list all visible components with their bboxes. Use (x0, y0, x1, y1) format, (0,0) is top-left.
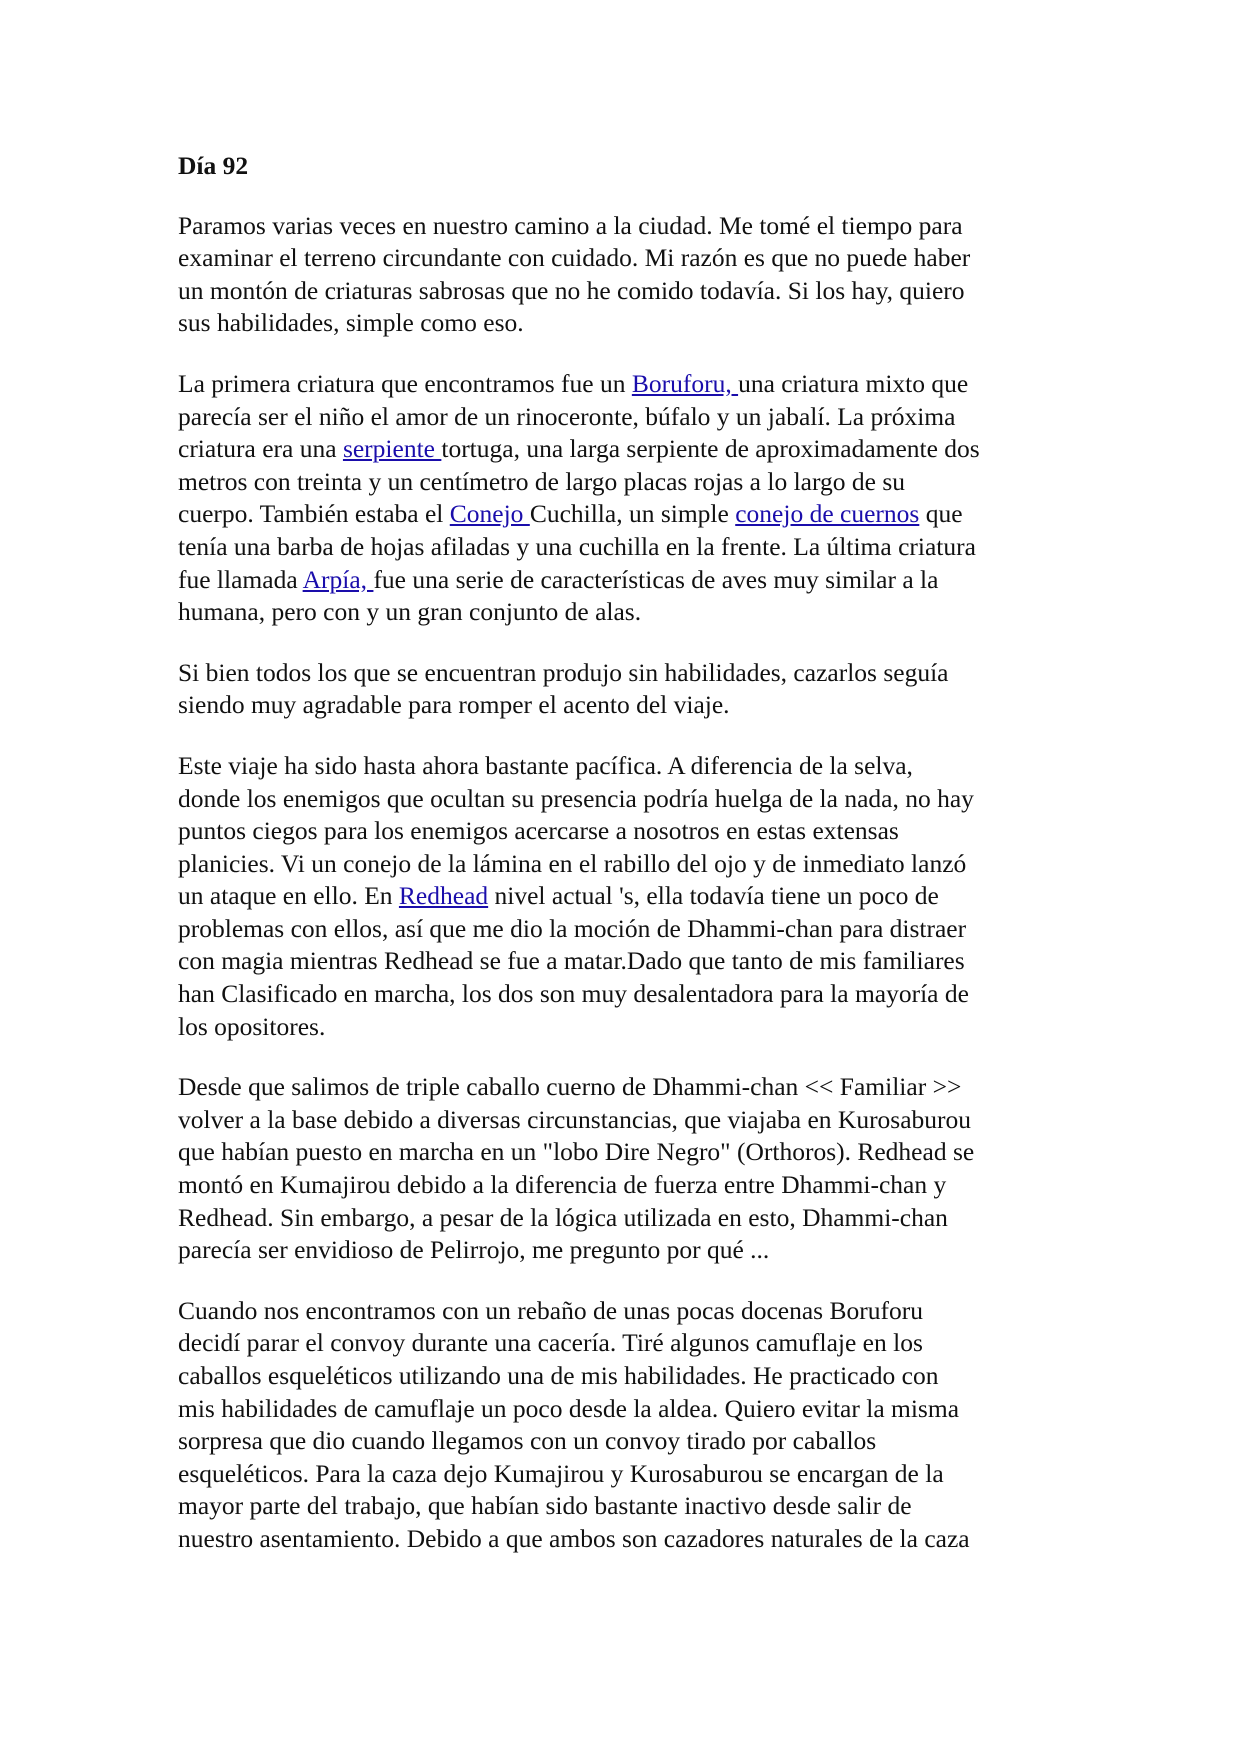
text-run: un montón de criaturas sabrosas que no he comido todavía. Si los hay, quiero (178, 275, 965, 305)
text-run: tortuga, una larga serpiente de aproximadamente dos (441, 434, 980, 464)
text-line (178, 689, 1078, 722)
text-line (178, 564, 1078, 597)
text-run: fue una serie de características de aves muy similar a la (373, 564, 939, 594)
text-run: La primera criatura que encontramos fue un (178, 368, 632, 398)
text-run: donde los enemigos que ocultan su presencia podría huelga de la nada, no hay (178, 783, 974, 813)
text-run: Desde que salimos de triple caballo cuerno de Dhammi-chan << Familiar >> (178, 1072, 962, 1102)
text-run: mayor parte del trabajo, que habían sido bastante inactivo desde salir de (178, 1491, 912, 1521)
hyperlink[interactable]: Conejo (449, 499, 530, 529)
paragraph (178, 657, 1078, 722)
text-run: han Clasificado en marcha, los dos son muy desalentadora para la mayoría de (178, 979, 969, 1009)
text-run: fue llamada (178, 564, 303, 594)
text-line (178, 1071, 1078, 1104)
text-line (178, 880, 1078, 913)
paragraph (178, 750, 1078, 1043)
text-run: problemas con ellos, así que me dio la moción de Dhammi-chan para distraer (178, 913, 967, 943)
text-line (178, 1327, 1078, 1360)
text-run: Cuando nos encontramos con un rebaño de unas pocas docenas Boruforu (178, 1295, 923, 1325)
text-run: Redhead. Sin embargo, a pesar de la lógica utilizada en esto, Dhammi-chan (178, 1202, 948, 1232)
text-line (178, 783, 1078, 816)
text-line (178, 433, 1078, 466)
text-line (178, 531, 1078, 564)
text-line (178, 1234, 1078, 1267)
text-line (178, 848, 1078, 881)
page-title: Día 92 (178, 151, 249, 180)
text-run: una criatura mixto que (738, 368, 969, 398)
text-run: humana, pero con y un gran conjunto de alas. (178, 597, 642, 627)
text-run: con magia mientras Redhead se fue a matar.Dado que tanto de mis familiares (178, 946, 965, 976)
text-run: parecía ser el niño el amor de un rinoceronte, búfalo y un jabalí. La próxima (178, 401, 956, 431)
text-line (178, 913, 1078, 946)
text-run: decidí parar el convoy durante una cacería. Tiré algunos camuflaje en los (178, 1328, 923, 1358)
hyperlink[interactable]: serpiente (342, 434, 442, 464)
text-run: que (919, 499, 963, 529)
text-line (178, 657, 1078, 690)
text-run: Paramos varias veces en nuestro camino a la ciudad. Me tomé el tiempo para (178, 210, 963, 240)
text-run: examinar el terreno circundante con cuidado. Mi razón es que no puede haber (178, 243, 971, 273)
text-line (178, 1011, 1078, 1044)
text-run: Cuchilla, un simple (529, 499, 736, 529)
text-line (178, 401, 1078, 434)
paragraph (178, 1071, 1078, 1267)
text-line (178, 210, 1078, 243)
text-line (178, 1169, 1078, 1202)
text-line (178, 1490, 1078, 1523)
text-line (178, 1393, 1078, 1426)
text-run: montó en Kumajirou debido a la diferencia de fuerza entre Dhammi-chan y (178, 1170, 947, 1200)
text-line (178, 368, 1078, 401)
text-run: esqueléticos. Para la caza dejo Kumajirou y Kurosaburou se encargan de la (178, 1458, 944, 1488)
paragraph (178, 368, 1078, 629)
text-line (178, 1202, 1078, 1235)
text-line (178, 1295, 1078, 1328)
text-run: sus habilidades, simple como eso. (178, 308, 524, 338)
text-run: nuestro asentamiento. Debido a que ambos son cazadores naturales de la caza (178, 1523, 970, 1553)
text-run: un ataque en ello. En (178, 881, 399, 911)
hyperlink[interactable]: Boruforu, (631, 368, 739, 398)
text-run: metros con treinta y un centímetro de largo placas rojas a lo largo de su (178, 466, 905, 496)
text-line (178, 1523, 1078, 1556)
text-line (178, 1136, 1078, 1169)
text-line (178, 815, 1078, 848)
text-run: mis habilidades de camuflaje un poco desde la aldea. Quiero evitar la misma (178, 1393, 960, 1423)
text-line (178, 978, 1078, 1011)
text-run: volver a la base debido a diversas circunstancias, que viajaba en Kurosaburou (178, 1104, 972, 1134)
hyperlink[interactable]: Arpía, (302, 564, 374, 594)
text-line (178, 750, 1078, 783)
text-line (178, 242, 1078, 275)
text-line (178, 466, 1078, 499)
paragraph (178, 1295, 1078, 1556)
text-run: tenía una barba de hojas afiladas y una cuchilla en la frente. La última criatura (178, 531, 976, 561)
text-line (178, 1458, 1078, 1491)
text-run: nivel actual 's, ella todavía tiene un poco de (488, 881, 939, 911)
hyperlink[interactable]: conejo de cuernos (735, 499, 920, 529)
text-line (178, 307, 1078, 340)
text-line (178, 1360, 1078, 1393)
text-run: parecía ser envidioso de Pelirrojo, me pregunto por qué ... (178, 1235, 770, 1265)
text-line (178, 498, 1078, 531)
text-run: puntos ciegos para los enemigos acercarse a nosotros en estas extensas (178, 816, 899, 846)
document-body (178, 210, 1078, 1556)
text-line (178, 596, 1078, 629)
text-line (178, 1104, 1078, 1137)
text-run: planicies. Vi un conejo de la lámina en el rabillo del ojo y de inmediato lanzó (178, 848, 967, 878)
text-line (178, 945, 1078, 978)
text-run: Este viaje ha sido hasta ahora bastante pacífica. A diferencia de la selva, (178, 750, 913, 780)
text-run: criatura era una (178, 434, 343, 464)
text-run: que habían puesto en marcha en un "lobo Dire Negro" (Orthoros). Redhead se (178, 1137, 975, 1167)
text-line (178, 275, 1078, 308)
text-run: cuerpo. También estaba el (178, 499, 450, 529)
text-run: caballos esqueléticos utilizando una de mis habilidades. He practicado con (178, 1361, 939, 1390)
hyperlink[interactable]: Redhead (398, 881, 489, 911)
text-run: Si bien todos los que se encuentran produjo sin habilidades, cazarlos seguía (178, 657, 949, 687)
text-run: sorpresa que dio cuando llegamos con un convoy tirado por caballos (178, 1426, 877, 1456)
text-run: los opositores. (178, 1011, 326, 1041)
document-page (178, 150, 1078, 1584)
text-run: siendo muy agradable para romper el acento del viaje. (178, 690, 730, 720)
paragraph (178, 210, 1078, 340)
text-line (178, 1425, 1078, 1458)
